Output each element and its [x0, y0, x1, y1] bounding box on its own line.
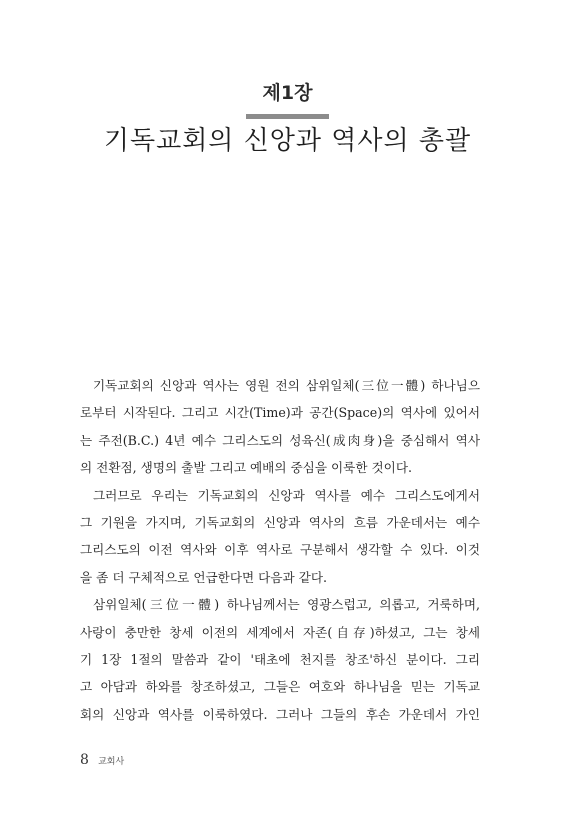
chapter-title: 기독교회의 신앙과 역사의 총괄 — [103, 126, 472, 156]
text-line: 기독교회의 신앙과 역사는 영원 전의 삼위일체(三位一體) 하나님으 — [93, 378, 480, 393]
text-line: 고 아담과 하와를 창조하셨고, 그들은 여호와 하나님을 믿는 기독교 — [80, 679, 480, 695]
text-line: 의 전환점, 생명의 출발 그리고 예배의 중심을 이룩한 것이다. — [80, 460, 413, 476]
page-number: 8 — [80, 752, 89, 768]
text-line: 사랑이 충만한 창세 이전의 세계에서 자존(自存)하셨고, 그는 창세 — [80, 624, 480, 640]
text-line: 기 1장 1절의 말씀과 같이 '태초에 천지를 창조'하신 분이다. 그리 — [80, 651, 480, 667]
text-line: 삼위일체(三位一體) 하나님께서는 영광스럽고, 의롭고, 거룩하며, — [93, 597, 480, 613]
text-line: 회의 신앙과 역사를 이룩하였다. 그러나 그들의 후손 가운데서 가인 — [80, 706, 480, 722]
text-line: 을 좀 더 구체적으로 언급한다면 다음과 같다. — [80, 569, 328, 585]
text-line: 그리스도의 이전 역사와 이후 역사로 구분해서 생각할 수 있다. 이것 — [80, 542, 480, 558]
running-title: 교회사 — [98, 757, 125, 767]
chapter-label: 제1장 — [262, 82, 313, 104]
chapter-divider — [246, 114, 329, 119]
page-footer — [80, 752, 124, 768]
text-line: 는 주전(B.C.) 4년 예수 그리스도의 성육신(成肉身)을 중심해서 역사 — [80, 432, 480, 448]
text-line: 그러므로 우리는 기독교회의 신앙과 역사를 예수 그리스도에게서 — [93, 487, 480, 503]
text-line: 그 기원을 가지며, 기독교회의 신앙과 역사의 흐름 가운데서는 예수 — [80, 514, 480, 530]
body-text — [80, 372, 480, 728]
text-line: 로부터 시작된다. 그리고 시간(Time)과 공간(Space)의 역사에 있어서 — [80, 405, 480, 421]
